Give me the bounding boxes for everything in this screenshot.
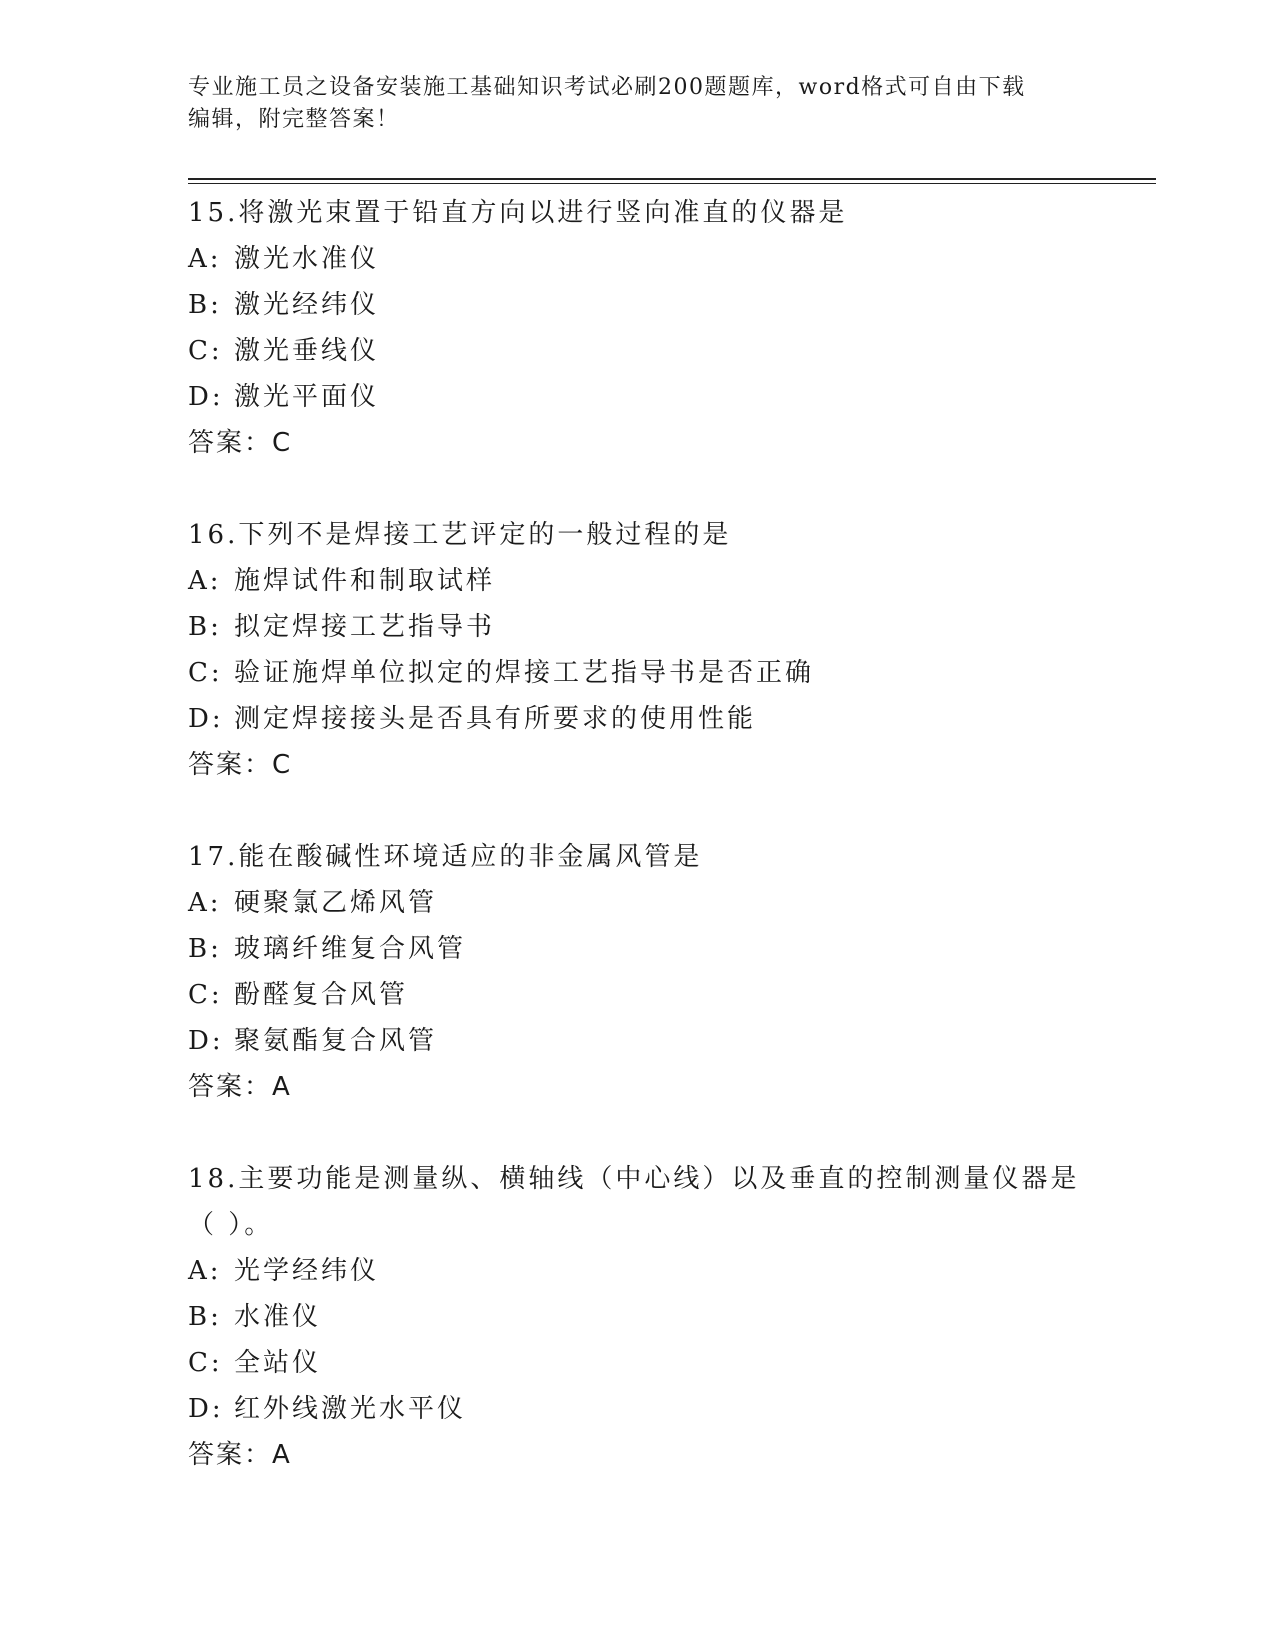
answer-line: 答案：C (188, 750, 293, 780)
question-18 (188, 1156, 1088, 1478)
question-text: 将激光束置于铅直方向以进行竖向准直的仪器是 (238, 198, 848, 228)
option-label: C: (188, 336, 223, 366)
header-line-1: 专业施工员之设备安装施工基础知识考试必刷200题题库，word格式可自由下载 (188, 75, 1026, 100)
option-b (188, 282, 1088, 328)
option-b (188, 604, 1088, 650)
option-d (188, 1386, 1088, 1432)
header-line-2: 编辑，附完整答案！ (188, 107, 400, 132)
option-c (188, 1340, 1088, 1386)
option-text: 拟定焊接工艺指导书 (234, 612, 496, 642)
answer-line: 答案：C (188, 428, 293, 458)
option-a (188, 236, 1088, 282)
option-label: B: (188, 290, 222, 320)
question-16 (188, 512, 1088, 788)
option-a (188, 558, 1088, 604)
option-text: 激光平面仪 (234, 382, 380, 412)
option-label: C: (188, 1348, 223, 1378)
option-c (188, 650, 1088, 696)
option-text: 激光垂线仪 (234, 336, 380, 366)
option-d (188, 696, 1088, 742)
option-label: B: (188, 612, 222, 642)
question-15 (188, 190, 1088, 466)
option-label: D: (188, 704, 224, 734)
option-label: C: (188, 980, 223, 1010)
header-divider-thick (188, 178, 1156, 180)
question-number: 17. (188, 842, 239, 872)
document-header (188, 72, 1068, 136)
option-c (188, 328, 1088, 374)
header-divider-thin (188, 183, 1156, 184)
option-a (188, 880, 1088, 926)
option-text: 酚醛复合风管 (234, 980, 409, 1010)
answer-line: 答案：A (188, 1440, 292, 1470)
answer-line: 答案：A (188, 1072, 292, 1102)
question-text: 主要功能是测量纵、横轴线（中心线）以及垂直的控制测量仪器是 (238, 1164, 1080, 1194)
option-label: A: (188, 1256, 222, 1286)
option-label: A: (188, 566, 222, 596)
option-b (188, 1294, 1088, 1340)
option-d (188, 1018, 1088, 1064)
option-label: B: (188, 1302, 222, 1332)
option-label: A: (188, 888, 222, 918)
option-a (188, 1248, 1088, 1294)
option-label: D: (188, 1394, 224, 1424)
option-text: 光学经纬仪 (234, 1256, 380, 1286)
option-text: 激光水准仪 (234, 244, 380, 274)
option-text: 玻璃纤维复合风管 (234, 934, 467, 964)
question-list (188, 190, 1088, 1524)
option-text: 测定焊接接头是否具有所要求的使用性能 (234, 704, 757, 734)
option-label: A: (188, 244, 222, 274)
option-b (188, 926, 1088, 972)
option-label: B: (188, 934, 222, 964)
option-text: 激光经纬仪 (234, 290, 380, 320)
option-label: D: (188, 1026, 224, 1056)
option-text: 全站仪 (234, 1348, 322, 1378)
option-label: C: (188, 658, 223, 688)
question-text-continued: （ ）。 (188, 1210, 274, 1240)
question-text: 下列不是焊接工艺评定的一般过程的是 (238, 520, 732, 550)
option-d (188, 374, 1088, 420)
option-c (188, 972, 1088, 1018)
option-text: 验证施焊单位拟定的焊接工艺指导书是否正确 (234, 658, 815, 688)
option-text: 红外线激光水平仪 (234, 1394, 467, 1424)
question-number: 16. (188, 520, 239, 550)
option-text: 水准仪 (234, 1302, 322, 1332)
option-text: 聚氨酯复合风管 (234, 1026, 438, 1056)
option-label: D: (188, 382, 224, 412)
option-text: 施焊试件和制取试样 (234, 566, 496, 596)
question-number: 18. (188, 1164, 239, 1194)
option-text: 硬聚氯乙烯风管 (234, 888, 438, 918)
question-17 (188, 834, 1088, 1110)
question-text: 能在酸碱性环境适应的非金属风管是 (238, 842, 703, 872)
question-number: 15. (188, 198, 239, 228)
